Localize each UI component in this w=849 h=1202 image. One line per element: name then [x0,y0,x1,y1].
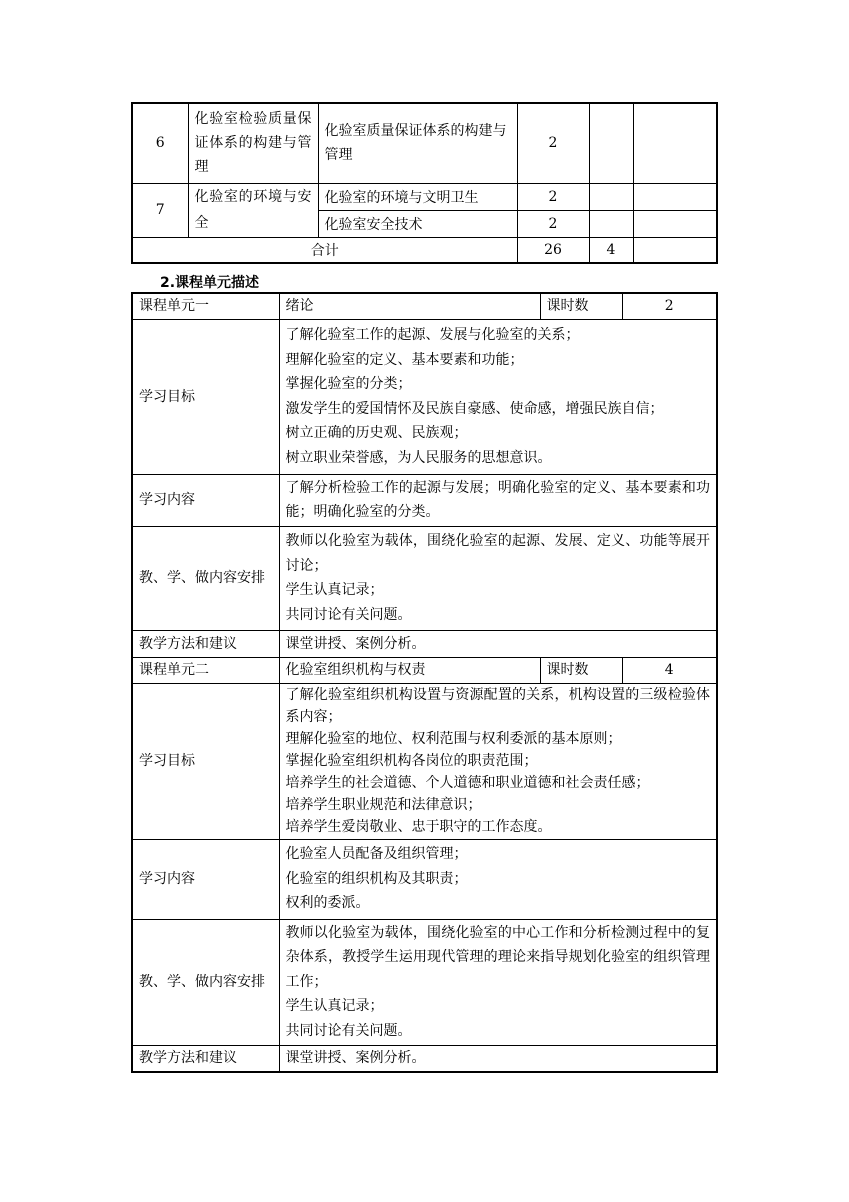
arrange-line: 学生认真记录； [285,582,384,598]
row-number: 7 [132,183,188,237]
empty-cell [633,183,717,210]
topic-hours: 2 [517,103,589,183]
goal-line: 培养学生职业规范和法律意识； [285,797,482,813]
empty-cell [589,183,633,210]
method-value: 课堂讲授、案例分析。 [279,1045,717,1072]
arrange-line: 教师以化验室为载体，围绕化验室的起源、发展、定义、功能等展开讨论； [285,533,710,574]
empty-cell [589,103,633,183]
row-number: 6 [132,103,188,183]
topic-name: 化验室质量保证体系的构建与管理 [318,103,517,183]
method-value: 课堂讲授、案例分析。 [279,630,717,657]
topic-hours: 2 [517,183,589,210]
topic-name: 化验室的环境与文明卫生 [318,183,517,210]
goal-line: 树立正确的历史观、民族观； [285,425,468,441]
hours-label: 课时数 [540,293,622,319]
unit-name: 化验室检验质量保证体系的构建与管理 [188,103,318,183]
empty-cell [633,210,717,237]
topic-name: 化验室安全技术 [318,210,517,237]
course-hours-table [131,102,718,264]
method-label: 教学方法和建议 [132,630,279,657]
hours-label: 课时数 [540,657,622,683]
goal-line: 激发学生的爱国情怀及民族自豪感、使命感，增强民族自信； [285,400,664,417]
content-line: 化验室的组织机构及其职责； [285,870,468,887]
goal-line: 了解化验室组织机构设置与资源配置的关系，机构设置的三级检验体系内容； [285,687,710,725]
empty-cell [633,103,717,183]
method-label: 教学方法和建议 [132,1045,279,1072]
total-other: 4 [589,237,633,263]
goal-line: 树立职业荣誉感，为人民服务的思想意识。 [285,449,552,466]
topic-hours: 2 [517,210,589,237]
content-cell [279,839,717,919]
unit-name: 化验室的环境与安全 [188,183,318,237]
content-line: 化验室人员配备及组织管理； [285,846,468,863]
unit-label: 课程单元一 [132,293,279,319]
total-label: 合计 [132,237,517,263]
arrange-line: 教师以化验室为载体，围绕化验室的中心工作和分析检测过程中的复杂体系，教授学生运用现代管理的理论来指导规划化验室的组织管理工作； [285,924,710,990]
section-heading: 2.课程单元描述 [160,275,260,291]
goal-label: 学习目标 [132,319,279,474]
content-line: 了解分析检验工作的起源与发展；明确化验室的定义、基本要素和功能；明确化验室的分类。 [285,479,710,520]
arrange-label: 教、学、做内容安排 [132,526,279,630]
goal-line: 培养学生的社会道德、个人道德和职业道德和社会责任感； [285,775,650,791]
goal-line: 理解化验室的地位、权利范围与权利委派的基本原则； [285,731,622,747]
empty-cell [633,237,717,263]
goal-line: 培养学生爱岗敬业、忠于职守的工作态度。 [285,819,552,835]
goals-cell [279,319,717,474]
arrange-cell [279,526,717,630]
goal-line: 掌握化验室组织机构各岗位的职责范围； [285,753,538,769]
content-cell [279,474,717,526]
content-label: 学习内容 [132,474,279,526]
goal-line: 理解化验室的定义、基本要素和功能； [285,351,524,368]
arrange-line: 共同讨论有关问题。 [285,606,412,623]
empty-cell [589,210,633,237]
hours-value: 2 [622,293,717,319]
arrange-cell [279,919,717,1045]
hours-value: 4 [622,657,717,683]
unit-label: 课程单元二 [132,657,279,683]
unit-title: 化验室组织机构与权责 [279,657,540,683]
total-hours: 26 [517,237,589,263]
unit-description-table [131,292,718,1073]
content-label: 学习内容 [132,839,279,919]
unit-title: 绪论 [279,293,540,319]
goal-line: 掌握化验室的分类； [285,376,412,392]
arrange-label: 教、学、做内容安排 [132,919,279,1045]
arrange-line: 学生认真记录； [285,998,384,1015]
goal-line: 了解化验室工作的起源、发展与化验室的关系； [285,327,580,343]
arrange-line: 共同讨论有关问题。 [285,1022,412,1039]
goal-label: 学习目标 [132,683,279,839]
goals-cell [279,683,717,839]
content-line: 权利的委派。 [285,895,370,912]
